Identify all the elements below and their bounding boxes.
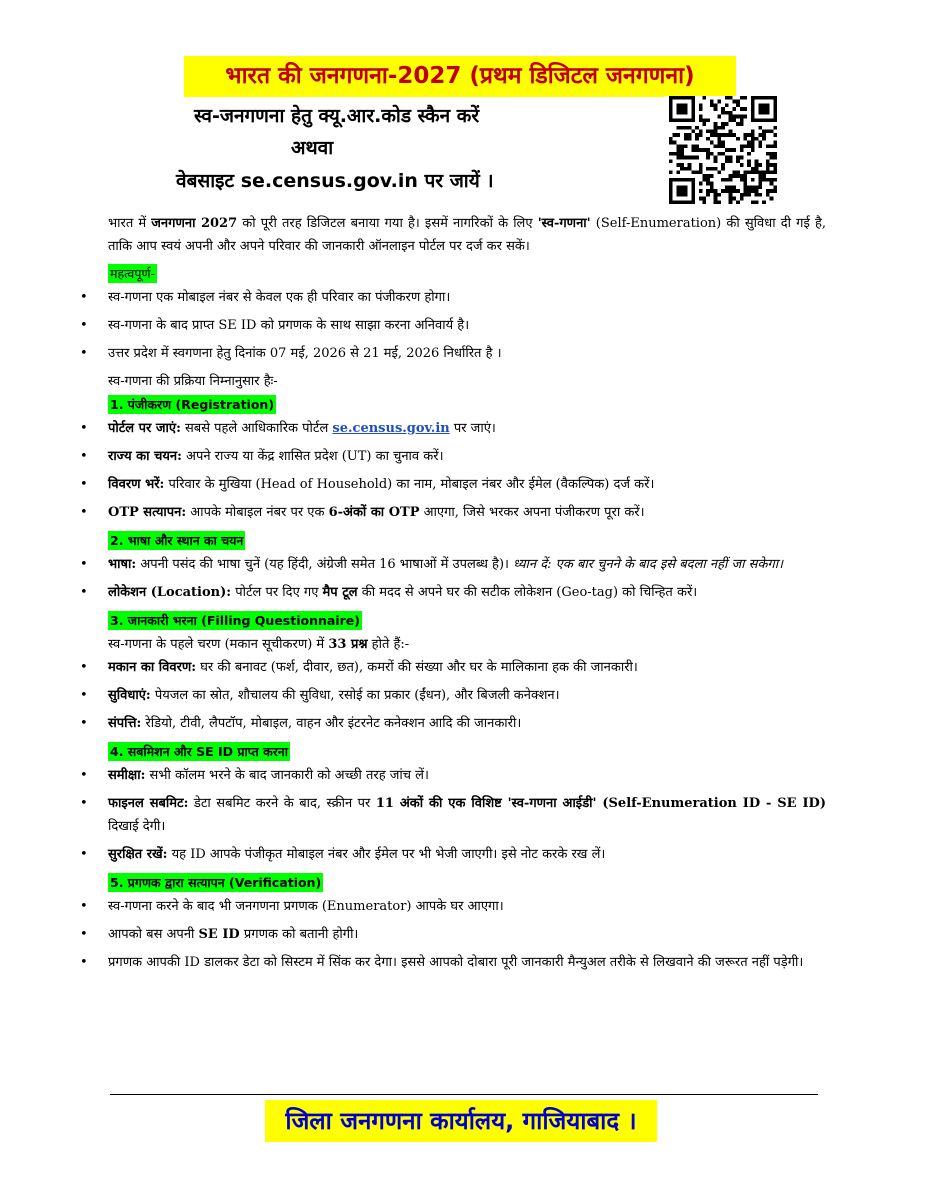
main-content: [80, 212, 826, 979]
list-item: • लोकेशन (Location): पोर्टल पर दिए गए मैप टूल की मदद से अपने घर की सटीक लोकेशन (Geo-tag) को चिन्हित करें।: [108, 581, 826, 604]
bullet-icon: •: [80, 318, 88, 333]
list-item: • आपको बस अपनी SE ID प्रगणक को बतानी होगी।: [108, 923, 826, 946]
list-item: • मकान का विवरण: घर की बनावट (फर्श, दीवार, छत), कमरों की संख्या और घर के मालिकाना हक की जानकारी।: [108, 656, 826, 679]
bullet-icon: •: [80, 290, 88, 305]
website-instruction: वेबसाइट se.census.gov.in पर जायें ।: [176, 170, 494, 192]
bullet-icon: •: [80, 557, 88, 572]
list-item: • समीक्षा: सभी कॉलम भरने के बाद जानकारी को अच्छी तरह जांच लें।: [108, 764, 826, 787]
footer-office-name: जिला जनगणना कार्यालय, गाजियाबाद ।: [265, 1100, 657, 1142]
bullet-icon: •: [80, 421, 88, 436]
list-item: • उत्तर प्रदेश में स्वगणना हेतु दिनांक 07 मई, 2026 से 21 मई, 2026 निर्धारित है ।: [108, 342, 826, 365]
list-item: • पोर्टल पर जाएं: सबसे पहले आधिकारिक पोर्टल se.census.gov.in पर जाएं।: [108, 417, 826, 440]
bullet-icon: •: [80, 847, 88, 862]
bullet-icon: •: [80, 899, 88, 914]
questionnaire-note: स्व-गणना के पहले चरण (मकान सूचीकरण) में 33 प्रश्न होते हैं:-: [108, 637, 410, 652]
language-location-list: [80, 553, 826, 604]
list-item: • OTP सत्यापन: आपके मोबाइल नंबर पर एक 6-अंकों का OTP आएगा, जिसे भरकर अपना पंजीकरण पूरा करें।: [108, 501, 826, 524]
section-heading-language-location: 2. भाषा और स्थान का चयन: [110, 533, 244, 548]
footer-divider: [110, 1094, 818, 1095]
bullet-icon: •: [80, 449, 88, 464]
important-heading: महत्वपूर्ण-: [110, 266, 156, 281]
qr-code-icon[interactable]: [664, 96, 782, 204]
section-heading-submission: 4. सबमिशन और SE ID प्राप्त करना: [110, 744, 288, 759]
important-list: [80, 286, 826, 365]
verification-list: [80, 895, 826, 974]
questionnaire-list: [80, 656, 826, 735]
section-heading-verification: 5. प्रगणक द्वारा सत्यापन (Verification): [110, 875, 322, 890]
registration-list: [80, 417, 826, 524]
list-item: • संपत्ति: रेडियो, टीवी, लैपटॉप, मोबाइल, वाहन और इंटरनेट कनेक्शन आदि की जानकारी।: [108, 712, 826, 735]
list-item: • सुरक्षित रखें: यह ID आपके पंजीकृत मोबाइल नंबर और ईमेल पर भी भेजी जाएगी। इसे नोट करके रख लें।: [108, 843, 826, 866]
list-item: • राज्य का चयन: अपने राज्य या केंद्र शासित प्रदेश (UT) का चुनाव करें।: [108, 445, 826, 468]
bullet-icon: •: [80, 796, 88, 811]
list-item: • स्व-गणना करने के बाद भी जनगणना प्रगणक (Enumerator) आपके घर आएगा।: [108, 895, 826, 918]
bullet-icon: •: [80, 505, 88, 520]
bullet-icon: •: [80, 346, 88, 361]
list-item: • सुविधाएं: पेयजल का स्रोत, शौचालय की सुविधा, रसोई का प्रकार (ईंधन), और बिजली कनेक्शन।: [108, 684, 826, 707]
section-heading-questionnaire: 3. जानकारी भरना (Filling Questionnaire): [110, 613, 360, 628]
bullet-icon: •: [80, 660, 88, 675]
list-item: • विवरण भरें: परिवार के मुखिया (Head of Household) का नाम, मोबाइल नंबर और ईमेल (वैकल्पिक) दर्ज करें।: [108, 473, 826, 496]
section-heading-registration: 1. पंजीकरण (Registration): [110, 397, 275, 412]
intro-paragraph: भारत में जनगणना 2027 को पूरी तरह डिजिटल बनाया गया है। इसमें नागरिकों के लिए 'स्व-गणना' (Self-Enumeration) की सुविधा दी गई है, ताकि आप स्वयं अपनी और अपने परिवार की जानकारी ऑनलाइन पोर्टल पर दर्ज कर सकें।: [108, 216, 826, 254]
bullet-icon: •: [80, 927, 88, 942]
bullet-icon: •: [80, 955, 88, 970]
list-item: • फाइनल सबमिट: डेटा सबमिट करने के बाद, स्क्रीन पर 11 अंकों की एक विशिष्ट 'स्व-गणना आईडी' (Self-Enumeration ID - SE ID) दिखाई देगी।: [108, 792, 826, 838]
bullet-icon: •: [80, 477, 88, 492]
bullet-icon: •: [80, 768, 88, 783]
bullet-icon: •: [80, 716, 88, 731]
list-item: • स्व-गणना के बाद प्राप्त SE ID को प्रगणक के साथ साझा करना अनिवार्य है।: [108, 314, 826, 337]
portal-link[interactable]: se.census.gov.in: [332, 421, 450, 436]
page-title: भारत की जनगणना-2027 (प्रथम डिजिटल जनगणना): [184, 56, 736, 97]
list-item: • प्रगणक आपकी ID डालकर डेटा को सिस्टम में सिंक कर देगा। इससे आपको दोबारा पूरी जानकारी मैन्युअल तरीके से लिखवाने की जरूरत नहीं पड़ेगी।: [108, 951, 826, 974]
bullet-icon: •: [80, 585, 88, 600]
process-note: स्व-गणना की प्रक्रिया निम्नानुसार हैः-: [108, 374, 278, 389]
list-item: • स्व-गणना एक मोबाइल नंबर से केवल एक ही परिवार का पंजीकरण होगा।: [108, 286, 826, 309]
bullet-icon: •: [80, 688, 88, 703]
qr-instruction: स्व-जनगणना हेतु क्यू.आर.कोड स्कैन करें: [194, 105, 480, 127]
submission-list: [80, 764, 826, 866]
list-item: • भाषा: अपनी पसंद की भाषा चुनें (यह हिंदी, अंग्रेजी समेत 16 भाषाओं में उपलब्ध है)। ध्यान दें: एक बार चुनने के बाद इसे बदला नहीं जा सकेगा।: [108, 553, 826, 576]
or-text: अथवा: [291, 137, 334, 159]
